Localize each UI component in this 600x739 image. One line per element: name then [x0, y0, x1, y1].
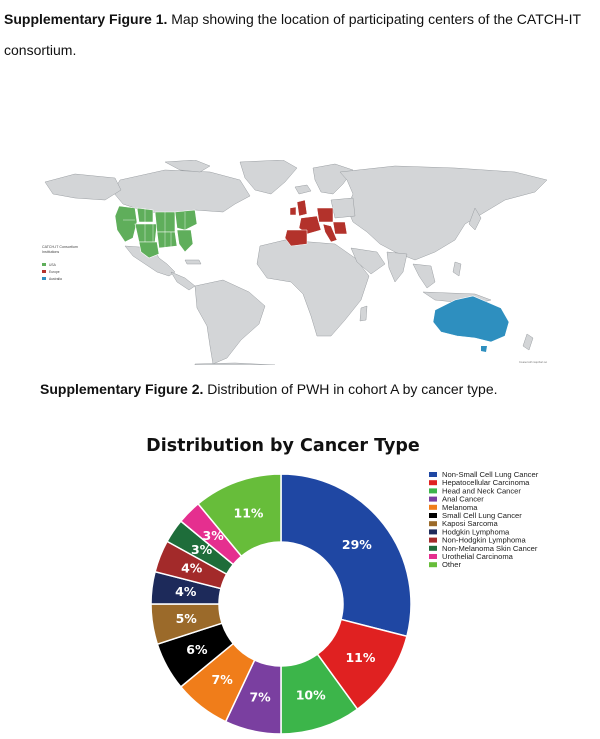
legend-swatch-non-small-cell-lung-cancer: [429, 472, 437, 477]
legend-swatch-kaposi-sarcoma: [429, 521, 437, 526]
australia: [433, 296, 509, 342]
usa-central-south: [135, 224, 157, 242]
legend-label-anal-cancer: Anal Cancer: [442, 494, 484, 504]
slice-label-kaposi-sarcoma: 5%: [175, 611, 197, 627]
legend-label-head-and-neck-cancer: Head and Neck Cancer: [442, 486, 521, 496]
land-antarctic-fringe: [195, 363, 275, 365]
land-greenland: [240, 160, 297, 194]
slice-label-urothelial-carcinoma: 3%: [202, 528, 224, 544]
donut-chart: [0, 430, 600, 739]
legend-swatch-europe: [42, 270, 46, 273]
legend-swatch-small-cell-lung-cancer: [429, 513, 437, 518]
figure-2-caption: [40, 381, 580, 397]
figure-2-caption-text: Distribution of PWH in cohort A by cancer type.: [203, 381, 498, 397]
legend-label-non-small-cell-lung-cancer: Non-Small Cell Lung Cancer: [442, 470, 539, 479]
slice-label-small-cell-lung-cancer: 6%: [186, 642, 208, 658]
land-canada: [113, 170, 250, 214]
slice-non-small-cell-lung-cancer: [281, 474, 411, 636]
legend-swatch-hepatocellular-carcinoma: [429, 480, 437, 485]
land-southeast-asia: [413, 264, 435, 288]
legend-label-urothelial-carcinoma: Urothelial Carcinoma: [442, 552, 513, 561]
tasmania: [481, 346, 487, 352]
land-iceland: [295, 185, 311, 194]
figure-1-label: Supplementary Figure 1.: [4, 11, 168, 27]
europe-uk: [297, 200, 307, 216]
slice-label-melanoma: 7%: [211, 671, 233, 687]
legend-swatch-other: [429, 562, 437, 567]
land-central-america: [171, 272, 195, 290]
figure-1-caption-text: Map showing the location of participating centers of the CATCH-IT consortium.: [4, 11, 581, 58]
europe-balkans: [333, 222, 347, 234]
map-usa-region: [115, 206, 197, 258]
map-legend-subtitle: Institutions: [42, 250, 60, 254]
legend-swatch-head-and-neck-cancer: [429, 488, 437, 493]
legend-label-melanoma: Melanoma: [442, 502, 478, 512]
map-credit: Created with mapchart.net: [519, 361, 548, 364]
slice-label-non-hodgkin-lymphoma: 4%: [181, 560, 203, 576]
chart-legend: [429, 470, 539, 569]
land-africa: [257, 240, 369, 336]
usa-northeast: [175, 210, 197, 230]
legend-swatch-usa: [42, 263, 46, 266]
figure-1-caption: [4, 4, 594, 66]
usa-southeast: [177, 230, 193, 252]
slice-label-hodgkin-lymphoma: 4%: [175, 583, 197, 599]
map-australia-region: [433, 296, 509, 352]
slice-label-hepatocellular-carcinoma: 11%: [345, 649, 376, 665]
land-caribbean: [185, 260, 201, 264]
land-alaska: [45, 174, 121, 200]
map-legend-usa: USA: [49, 262, 56, 267]
europe-ireland: [290, 207, 296, 215]
legend-swatch-melanoma: [429, 505, 437, 510]
legend-label-other: Other: [442, 560, 461, 570]
legend-swatch-hodgkin-lymphoma: [429, 529, 437, 534]
legend-swatch-urothelial-carcinoma: [429, 554, 437, 559]
world-map: [35, 160, 555, 365]
donut-slices: [151, 474, 411, 734]
land-eastern-europe: [331, 198, 355, 218]
legend-swatch-australia: [42, 277, 46, 280]
map-legend-europe: Europe: [49, 269, 60, 274]
land-madagascar: [360, 306, 367, 321]
usa-west: [115, 206, 137, 242]
figure-2-label: Supplementary Figure 2.: [40, 381, 204, 397]
slice-label-anal-cancer: 7%: [249, 689, 271, 705]
slice-label-other: 11%: [233, 505, 264, 521]
chart-title: Distribution by Cancer Type: [146, 436, 420, 456]
map-legend: [42, 245, 78, 281]
land-russia-asia: [340, 166, 547, 260]
legend-swatch-non-melanoma-skin-cancer: [429, 546, 437, 551]
map-legend-title: CATCH-IT Consortium: [42, 245, 78, 249]
legend-label-hodgkin-lymphoma: Hodgkin Lymphoma: [442, 527, 510, 537]
legend-label-kaposi-sarcoma: Kaposi Sarcoma: [442, 519, 498, 529]
map-legend-australia: Australia: [49, 276, 62, 281]
europe-central: [317, 208, 333, 222]
land-india: [387, 252, 407, 282]
legend-label-small-cell-lung-cancer: Small Cell Lung Cancer: [442, 511, 522, 520]
land-philippines: [453, 262, 461, 276]
land-south-america: [195, 280, 265, 364]
slice-label-non-small-cell-lung-cancer: 29%: [341, 537, 372, 553]
legend-label-non-melanoma-skin-cancer: Non-Melanoma Skin Cancer: [442, 543, 538, 553]
legend-swatch-non-hodgkin-lymphoma: [429, 538, 437, 543]
slice-label-non-melanoma-skin-cancer: 3%: [190, 542, 213, 558]
land-new-zealand: [523, 334, 533, 350]
slice-label-head-and-neck-cancer: 10%: [295, 687, 326, 703]
legend-swatch-anal-cancer: [429, 497, 437, 502]
legend-label-hepatocellular-carcinoma: Hepatocellular Carcinoma: [442, 478, 530, 488]
legend-label-non-hodgkin-lymphoma: Non-Hodgkin Lymphoma: [442, 535, 526, 545]
usa-south: [157, 232, 177, 248]
